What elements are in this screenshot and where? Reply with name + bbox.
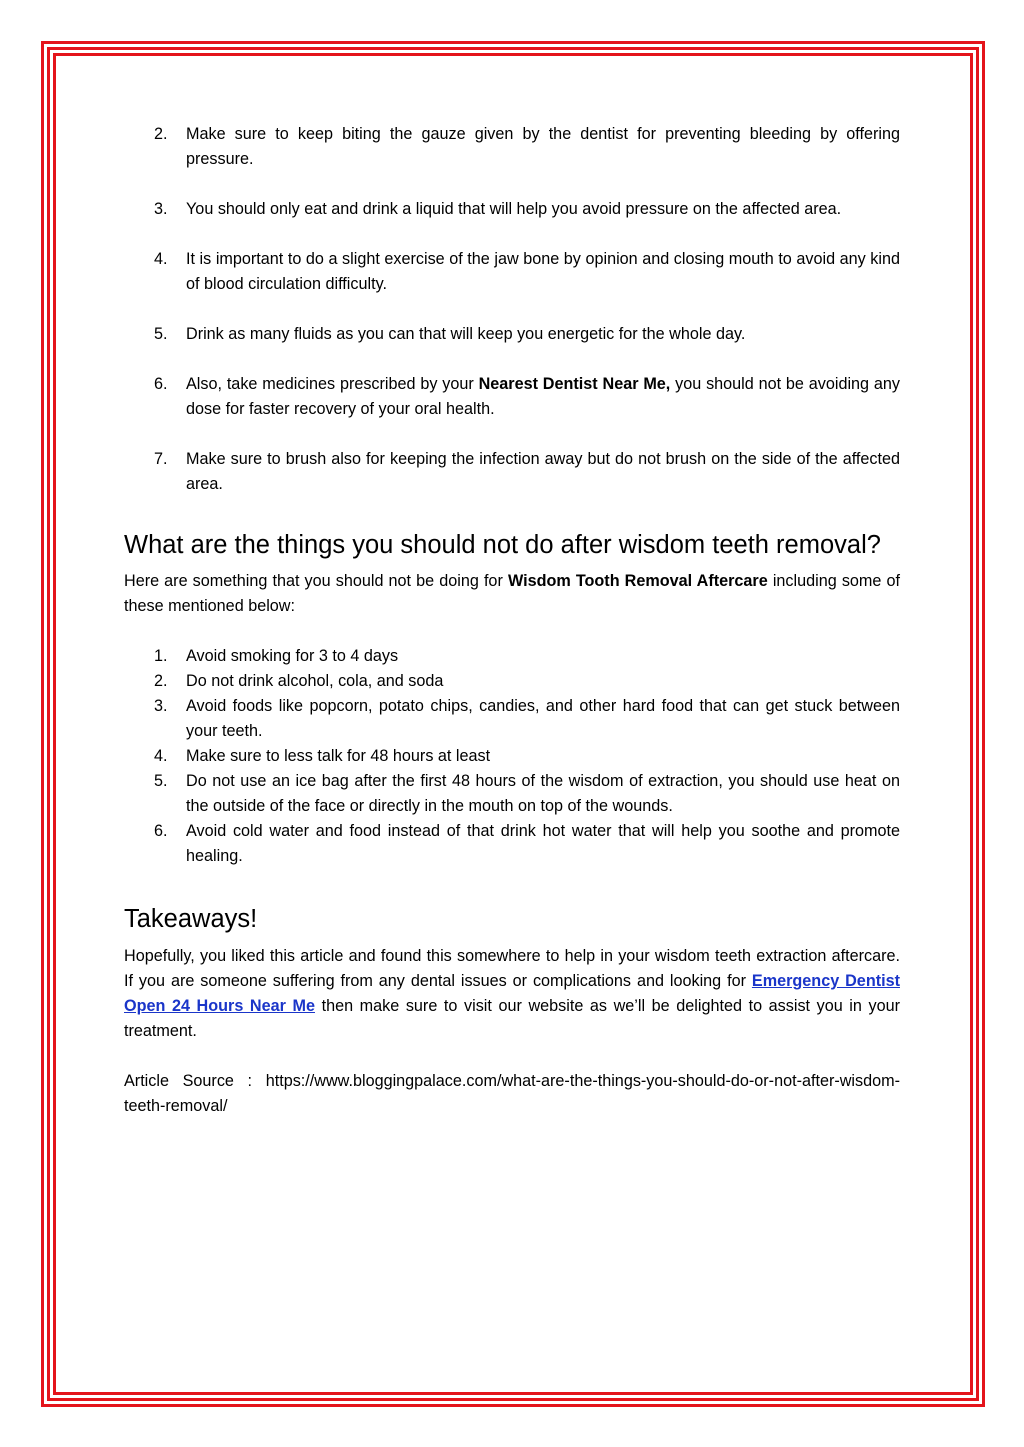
list-item-text: Drink as many fluids as you can that will keep you energetic for the whole day. bbox=[186, 325, 746, 343]
list-item bbox=[124, 372, 900, 422]
list-item-text: Do not use an ice bag after the first 48 hours of the wisdom of extraction, you should use heat on the outside of the face or directly in the mouth on top of the wounds. bbox=[186, 772, 900, 815]
list-number: 3. bbox=[154, 697, 168, 715]
section-heading-what-not-to-do: What are the things you should not do after wisdom teeth removal? bbox=[124, 531, 881, 559]
list-item-text-post: you should not be avoiding any dose for faster recovery of your oral health. bbox=[186, 375, 900, 418]
list-item bbox=[124, 122, 900, 172]
list-item bbox=[124, 247, 900, 297]
list-item-text: Make sure to brush also for keeping the infection away but do not brush on the side of the affected area. bbox=[186, 450, 900, 493]
list-item bbox=[124, 819, 900, 869]
list-item bbox=[124, 322, 900, 347]
list-number: 5. bbox=[154, 325, 168, 343]
list-item-text: Make sure to keep biting the gauze given by the dentist for preventing bleeding by offering pressure. bbox=[186, 125, 900, 168]
intro-bold: Wisdom Tooth Removal Aftercare bbox=[507, 572, 768, 590]
emergency-dentist-link[interactable]: Emergency Dentist Open 24 Hours Near Me bbox=[124, 972, 900, 1015]
takeaways-text-pre: Hopefully, you liked this article and found this somewhere to help in your wisdom teeth extraction aftercare. If you are someone suffering from any dental issues or complications and looking for bbox=[124, 947, 900, 990]
list-item bbox=[124, 197, 900, 222]
list-number: 3. bbox=[154, 200, 168, 218]
list-number: 6. bbox=[154, 375, 168, 393]
list-number: 1. bbox=[154, 647, 168, 665]
takeaways-text-post: then make sure to visit our website as we’ll be delighted to assist you in your treatment. bbox=[124, 997, 900, 1040]
list-item bbox=[124, 769, 900, 819]
avoid-list bbox=[124, 644, 900, 869]
list-number: 5. bbox=[154, 772, 168, 790]
list-number: 7. bbox=[154, 450, 168, 468]
list-item-text: Avoid smoking for 3 to 4 days bbox=[186, 647, 399, 665]
list-item-text: Do not drink alcohol, cola, and soda bbox=[186, 672, 444, 690]
list-item-text-pre: Also, take medicines prescribed by your bbox=[186, 375, 479, 393]
list-item-bold: Nearest Dentist Near Me, bbox=[478, 375, 671, 393]
aftercare-do-list bbox=[124, 122, 900, 497]
article-source: Article Source : https://www.bloggingpalace.com/what-are-the-things-you-should-do-or-not-after-wisdom-teeth-removal/ bbox=[124, 1072, 900, 1115]
list-item bbox=[124, 669, 900, 694]
intro-text-pre: Here are something that you should not be doing for bbox=[124, 572, 508, 590]
list-item-text: Avoid cold water and food instead of that drink hot water that will help you soothe and promote healing. bbox=[186, 822, 900, 865]
list-item bbox=[124, 644, 900, 669]
intro-paragraph bbox=[124, 569, 900, 619]
list-item bbox=[124, 744, 900, 769]
list-item-text: You should only eat and drink a liquid that will help you avoid pressure on the affected area. bbox=[186, 200, 842, 218]
list-number: 2. bbox=[154, 672, 168, 690]
list-number: 4. bbox=[154, 250, 168, 268]
document-body bbox=[124, 122, 900, 1119]
list-number: 2. bbox=[154, 125, 168, 143]
list-number: 4. bbox=[154, 747, 168, 765]
intro-text-post: including some of these mentioned below: bbox=[124, 572, 900, 615]
list-item-text: Make sure to less talk for 48 hours at least bbox=[186, 747, 491, 765]
list-item bbox=[124, 447, 900, 497]
list-number: 6. bbox=[154, 822, 168, 840]
list-item bbox=[124, 694, 900, 744]
list-item-text: Avoid foods like popcorn, potato chips, candies, and other hard food that can get stuck between your teeth. bbox=[186, 697, 900, 740]
section-heading-takeaways: Takeaways! bbox=[124, 905, 258, 933]
list-item-text: It is important to do a slight exercise of the jaw bone by opinion and closing mouth to avoid any kind of blood circulation difficulty. bbox=[186, 250, 900, 293]
takeaways-paragraph bbox=[124, 944, 900, 1044]
